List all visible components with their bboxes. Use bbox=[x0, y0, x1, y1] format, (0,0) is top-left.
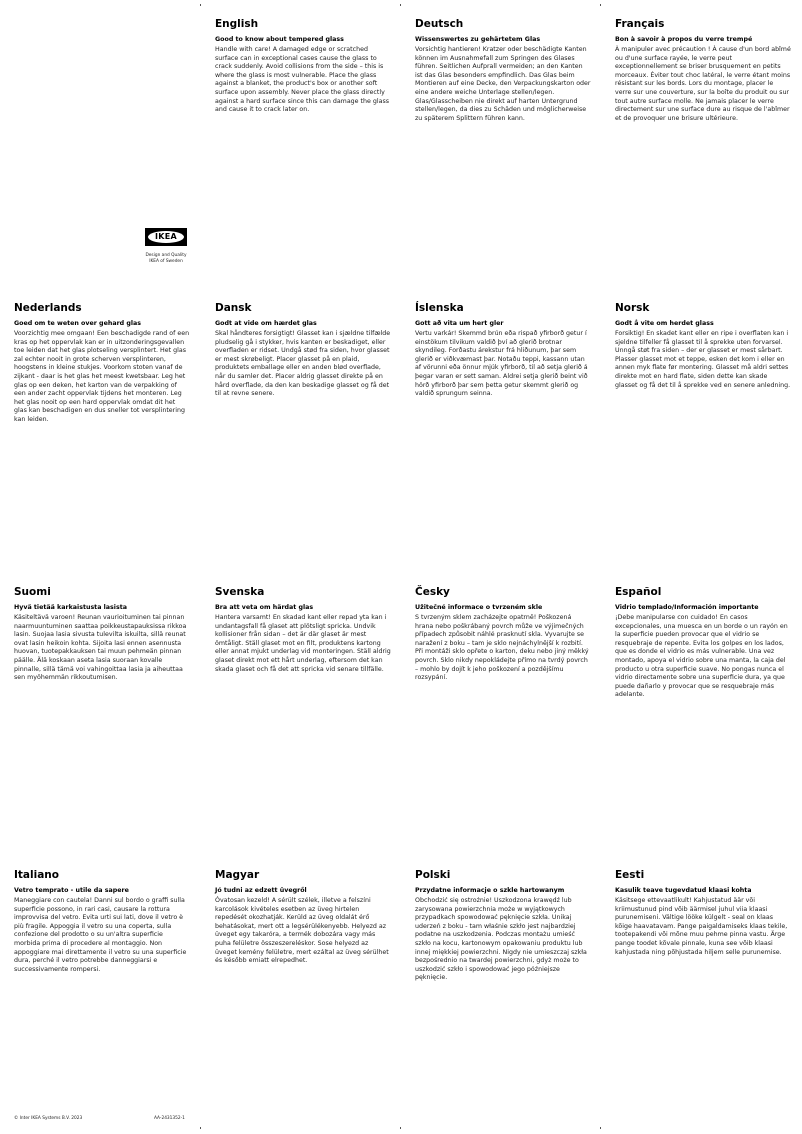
section-dansk bbox=[215, 302, 391, 399]
section-subtitle: Goed om te weten over gehard glas bbox=[14, 320, 142, 327]
section-subtitle: Vidrio templado/Información importante bbox=[615, 604, 759, 611]
section-heading: Norsk bbox=[615, 302, 650, 314]
registration-tick bbox=[400, 4, 401, 6]
section-subtitle: Wissenswertes zu gehärtetem Glas bbox=[415, 36, 541, 43]
section-body: Skal håndteres forsigtigt! Glasset kan i sjældne tilfælde pludselig gå i stykker, hvis kanten er beskadiget, eller overfladen er ridset. Undgå stød fra siden, hvor glasset er mest skrøbeligt. Placer glasset på en plaid, produktets emballage eller en anden blød overflade, når du samler det. Placer aldrig glasset direkte på en hård overflade, da den kan beskadige glasset og få det til at revne senere. bbox=[215, 330, 391, 398]
registration-tick bbox=[400, 1127, 401, 1129]
section-subtitle: Hyvä tietää karkaistusta lasista bbox=[14, 604, 127, 611]
section-deutsch bbox=[415, 18, 591, 123]
section-subtitle: Vetro temprato - utile da sapere bbox=[14, 887, 129, 894]
logo-wordmark: IKEA bbox=[154, 232, 178, 241]
section-nederlands bbox=[14, 302, 190, 425]
section-body: Forsiktig! En skadet kant eller en ripe i overflaten kan i sjeldne tilfeller få glasset til å sprekke uten forvarsel. Unngå støt fra siden – der er glasset er mest sårbart. Plasser glasset mot et teppe, esken det kom i eller en annen myk flate før montering. Glasset må aldri settes direkte mot en hard flate, siden dette kan skade glasset og få det til å sprekke ved en senere anledning. bbox=[615, 330, 791, 389]
section-body: À manipuler avec précaution ! À cause d'un bord abîmé ou d'une surface rayée, le verre peut exceptionnellement se briser brusquement en petits morceaux. Éviter tout choc latéral, le verre étant moins résistant sur les bords. Lors du montage, placer le verre sur une couverture, sur la boîte du produit ou sur tout autre surface molle. Ne jamais placer le verre directement sur une surface dure au risque de l'abîmer et de provoquer une brisure ultérieure. bbox=[615, 46, 791, 122]
section-heading: Svenska bbox=[215, 586, 265, 598]
section-heading: Deutsch bbox=[415, 18, 464, 30]
registration-tick bbox=[200, 4, 201, 6]
section-heading: Dansk bbox=[215, 302, 252, 314]
section-subtitle: Užitečné informace o tvrzeném skle bbox=[415, 604, 543, 611]
footer-copyright: © Inter IKEA Systems B.V. 2023 bbox=[14, 1116, 83, 1121]
section-eesti bbox=[615, 869, 791, 957]
section-subtitle: Gott að vita um hert gler bbox=[415, 320, 504, 327]
section-islenska bbox=[415, 302, 591, 399]
section-norsk bbox=[615, 302, 791, 390]
section-subtitle: Godt å vite om herdet glass bbox=[615, 320, 714, 327]
ikea-logo bbox=[145, 228, 187, 246]
section-suomi bbox=[14, 586, 190, 683]
section-magyar bbox=[215, 869, 391, 966]
section-body: Vertu varkár! Skemmd brún eða rispað yfirborð getur í einstökum tilvikum valdið því að glerið brotnar skyndileg. Forðastu árekstur frá hliðunum, þar sem glerið er viðkvæmast þar. Notaðu teppi, kassann utan af vörunni eða önnur mjúk yfirborð, til að setja glerið á þegar varan er sett saman. Aldrei setja glerið beint við hörð yfirborð þar sem þetta getur skemmt glerið og valdið sprungum seinna. bbox=[415, 330, 588, 398]
section-heading: Magyar bbox=[215, 869, 260, 881]
section-heading: Česky bbox=[415, 586, 450, 598]
logo-tagline: Design and Quality IKEA of Sweden bbox=[145, 253, 187, 264]
section-heading: Nederlands bbox=[14, 302, 82, 314]
section-body: Voorzichtig mee omgaan! Een beschadigde rand of een kras op het oppervlak kan er in uitzonderingsgevallen toe leiden dat het glas plotseling versplintert. Het glas zal echter nooit in grote scherven versplinteren, hoogstens in kleine stukjes. Voorkom stoten vanaf de zijkant - daar is het glas het meest kwetsbaar. Leg het glas op een deken, het karton van de verpakking of een ander zacht oppervlak tijdens het monteren. Leg het glas nooit op een hard oppervlak omdat dit het glas kan beschadigen en dus sneller tot versplintering kan leiden. bbox=[14, 330, 190, 423]
section-italiano bbox=[14, 869, 190, 974]
section-subtitle: Jó tudni az edzett üvegről bbox=[215, 887, 307, 894]
section-body: S tvrzeným sklem zacházejte opatrně! Poškozená hrana nebo poškrábaný povrch může ve výjimečných případech způsobit náhlé prasknutí skla. Vyvarujte se naražení z boku – tam je sklo nejnáchylnější k rozbití. Při montáži sklo opřete o karton, deku nebo jiný měkký povrch. Sklo nikdy nepokládejte přímo na tvrdý povrch – mohlo by dojít k jeho poškození a pozdějšímu rozsypání. bbox=[415, 614, 589, 682]
section-heading: Español bbox=[615, 586, 662, 598]
footer-document-code: AA-2431352-1 bbox=[154, 1116, 185, 1121]
section-body: Óvatosan kezeld! A sérült szélek, illetve a felszíni karcolások kivételes esetben az üveg hirtelen repedését okozhatják. Kerüld az üveg oldalát érő behatásokat, mert ott a legsérülékenyebb. Helyezd az üveget egy takaróra, a termék dobozára vagy más puha felületre összeszereléskor. Sose helyezd az üveget kemény felületre, mert ezáltal az üveg sérülhet és később emiatt elrepedhet. bbox=[215, 897, 389, 965]
section-heading: Eesti bbox=[615, 869, 645, 881]
section-body: Käsiteltävä varoen! Reunan vaurioituminen tai pinnan naarmuuntuminen saattaa poikkeustapauksissa rikkoa lasin. Suojaa lasia sivusta tulevilta iskuilta, sillä reunat ovat lasin heikoin kohta. Sijoita lasi ennen asennusta huovan, tuotepakkauksen tai muun pehmeän pinnan päälle. Älä koskaan aseta lasia suoraan kovalle pinnalle, sillä tämä voi vahingoittaa lasia ja aiheuttaa sen myöhemmän rikkoutumisen. bbox=[14, 614, 187, 682]
registration-tick bbox=[200, 1127, 201, 1129]
section-heading: Suomi bbox=[14, 586, 51, 598]
section-espanol bbox=[615, 586, 791, 700]
section-cesky bbox=[415, 586, 591, 683]
ikea-logo-block bbox=[136, 228, 196, 264]
section-heading: Français bbox=[615, 18, 665, 30]
section-subtitle: Przydatne informacje o szkle hartowanym bbox=[415, 887, 565, 894]
section-polski bbox=[415, 869, 591, 983]
registration-tick bbox=[600, 1127, 601, 1129]
section-subtitle: Godt at vide om hærdet glas bbox=[215, 320, 317, 327]
section-francais bbox=[615, 18, 791, 123]
section-svenska bbox=[215, 586, 391, 674]
section-subtitle: Bra att veta om härdat glas bbox=[215, 604, 314, 611]
section-body: Handle with care! A damaged edge or scratched surface can in exceptional cases cause the glass to crack suddenly. Avoid collisions from the side – this is where the glass is most vulnerable. Place the glass against a blanket, the product's box or another soft surface upon assembly. Never place the glass directly against a hard surface since this can damage the glass and cause it to crack later on. bbox=[215, 46, 390, 114]
section-subtitle: Kasulik teave tugevdatud klaasi kohta bbox=[615, 887, 752, 894]
section-subtitle: Bon à savoir à propos du verre trempé bbox=[615, 36, 753, 43]
section-heading: Íslenska bbox=[415, 302, 464, 314]
section-heading: Italiano bbox=[14, 869, 59, 881]
section-body: Obchodzić się ostrożnie! Uszkodzona krawędź lub zarysowana powierzchnia może w wyjątkowych przypadkach spowodować pęknięcie szkła. Unikaj uderzeń z boku - tam właśnie szkło jest najbardziej podatne na uszkodzenia. Podczas montażu umieść szkło na kocu, kartonowym opakowaniu produktu lub innej miękkiej powierzchni. Nigdy nie umieszczaj szkła bezpośrednio na twardej powierzchni, gdyż może to uszkodzić szkło i spowodować jego późniejsze pęknięcie. bbox=[415, 897, 587, 982]
section-body: Vorsichtig hantieren! Kratzer oder beschädigte Kanten können im Ausnahmefall zum Springen des Glases führen. Seitlichen Aufprall vermeiden; an den Kanten ist das Glas besonders empfindlich. Das Glas beim Montieren auf eine Decke, den Verpackungskarton oder eine andere weiche Unterlage stellen/legen. Glas/Glasscheiben nie direkt auf harten Untergrund stellen/legen, da dies zu Schäden und möglicherweise zu späterem Splittern führen kann. bbox=[415, 46, 591, 122]
section-body: Maneggiare con cautela! Danni sul bordo o graffi sulla superficie possono, in rari casi, causare la rottura improvvisa del vetro. Evita urti sui lati, dove il vetro è più fragile. Appoggia il vetro su una coperta, sulla confezione del prodotto o su un'altra superficie morbida prima di procedere al montaggio. Non appoggiare mai direttamente il vetro su una superficie dura, perché il vetro potrebbe danneggiarsi e successivamente rompersi. bbox=[14, 897, 187, 973]
section-subtitle: Good to know about tempered glass bbox=[215, 36, 344, 43]
section-body: Hantera varsamt! En skadad kant eller repad yta kan i undantagsfall få glaset att plötsligt spricka. Undvik kollisioner från sidan – det är där glaset är mest ömtåligt. Ställ glaset mot en filt, produktens kartong eller annat mjukt underlag vid monteringen. Ställ aldrig glaset direkt mot ett hårt underlag, eftersom det kan skada glaset och få det att spricka vid senare tillfälle. bbox=[215, 614, 391, 673]
section-heading: Polski bbox=[415, 869, 451, 881]
registration-tick bbox=[600, 4, 601, 6]
section-body: Käsitsege ettevaatlikult! Kahjustatud äär või kriimustunud pind võib äärmisel juhul viia klaasi purunemiseni. Vältige lööke külgelt - seal on klaas kõige haavatavam. Pange paigaldamiseks klaas tekile, tootepakendi või mõne muu pehme pinna vastu. Ärge pange toodet kõvale pinnale, kuna see võib klaasi kahjustada ning põhjustada hiljem selle purunemise. bbox=[615, 897, 788, 956]
section-english bbox=[215, 18, 391, 115]
section-body: ¡Debe manipularse con cuidado! En casos excepcionales, una muesca en un borde o un rayón en la superficie pueden provocar que el vidrio se resquebraje de repente. Evita los golpes en los lados, que es donde el vidrio es más vulnerable. Una vez montado, apoya el vidrio sobre una manta, la caja del producto u otra superficie suave. No pongas nunca el vidrio directamente sobre una superficie dura, ya que puede dañarlo y provocar que se resquebraje más adelante. bbox=[615, 614, 788, 699]
section-heading: English bbox=[215, 18, 259, 30]
